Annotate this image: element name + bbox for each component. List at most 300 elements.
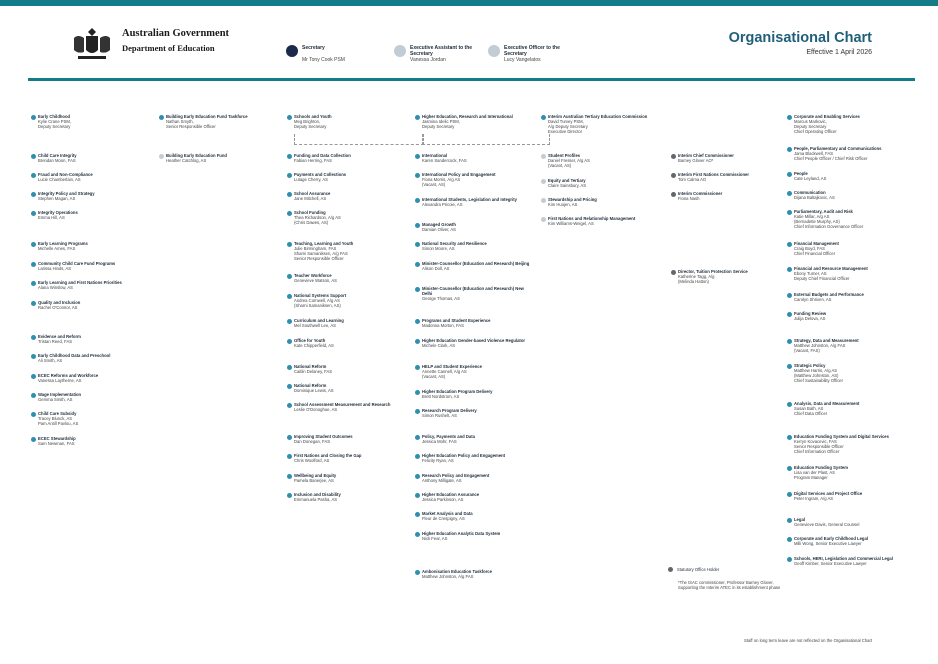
unit-dot-icon — [787, 364, 792, 369]
unit-person: Chief Financial Officer — [794, 251, 836, 256]
unit-dot-icon — [787, 557, 792, 562]
unit-title: Funding Review — [794, 311, 827, 316]
unit-title: National Reform — [294, 364, 327, 369]
unit-person: Fabian Herring, FAS — [294, 158, 332, 163]
unit-person: Chief Information Governance Officer — [794, 224, 864, 229]
unit-dot-icon — [31, 173, 36, 178]
unit-person: Alexandra Pricoie, AS — [422, 202, 463, 207]
unit-person: Anthony Milligate, AS — [422, 478, 462, 483]
org-unit — [422, 408, 534, 418]
unit-title: Student Profiles — [548, 153, 581, 158]
unit-title: Evidence and Reform — [38, 334, 81, 339]
org-unit — [294, 473, 406, 483]
unit-person: Chris Woolford, AS — [294, 458, 330, 463]
unit-dot-icon — [287, 384, 292, 389]
org-unit — [38, 411, 150, 426]
unit-dot-icon — [415, 198, 420, 203]
unit-person: Vanessa Laytherne, AS — [38, 378, 82, 383]
unit-person: Cate Leyland, AS — [794, 176, 827, 181]
unit-title: Analysis, Data and Measurement — [794, 401, 860, 406]
unit-title: Quality and Inclusion — [38, 300, 81, 305]
unit-title: Integrity Policy and Strategy — [38, 191, 95, 196]
unit-title: First Nations and Closing the Gap — [294, 453, 362, 458]
unit-dot-icon — [415, 242, 420, 247]
unit-person: Pamela Banerjee, AS — [294, 478, 334, 483]
unit-title: Ambonisation Education Taskforce — [422, 569, 492, 574]
org-unit — [294, 293, 406, 308]
unit-title: National Security and Resilience — [422, 241, 487, 246]
unit-person: Kim Huojen, AS — [548, 202, 578, 207]
unit-person: Matthew Harris, A/g AS — [794, 368, 838, 373]
unit-title: Higher Education, Research and International — [422, 114, 513, 119]
org-unit — [294, 402, 406, 412]
org-unit — [294, 191, 406, 201]
unit-person: Nick Fear, AS — [422, 536, 448, 541]
unit-person: Claire Sainsbury, AS — [548, 183, 587, 188]
unit-person: Nathan Smyth, — [166, 119, 194, 124]
unit-person: Susan Bath, AS — [794, 406, 824, 411]
unit-dot-icon — [415, 339, 420, 344]
unit-person: Madonna Morton, FAS — [422, 323, 464, 328]
org-unit — [38, 261, 150, 271]
unit-title: Interim First Nations Commissioner — [678, 172, 749, 177]
unit-person: Meg Brighton, — [294, 119, 321, 124]
unit-person: Fleur de Crespigny, AS — [422, 516, 465, 521]
unit-title: Financial and Resource Management — [794, 266, 868, 271]
unit-title: ECEC Stewardship — [38, 436, 76, 441]
unit-dot-icon — [159, 115, 164, 120]
unit-dot-icon — [787, 115, 792, 120]
unit-dot-icon — [287, 403, 292, 408]
unit-person: (Vacant, FAS) — [794, 348, 820, 353]
unit-title: Financial Management — [794, 241, 839, 246]
org-unit — [38, 172, 150, 182]
org-unit — [422, 241, 534, 251]
unit-dot-icon — [787, 191, 792, 196]
unit-person: Geoff Kimber, Senior Executive Lawyer — [794, 561, 867, 566]
unit-dot-icon — [31, 154, 36, 159]
unit-title: Early Childhood Data and Preschool — [38, 353, 111, 358]
unit-dot-icon — [31, 393, 36, 398]
unit-person: Marcus Markovic, — [794, 119, 827, 124]
unit-person: Barney Glover AO* — [678, 158, 714, 163]
unit-title: Stewardship and Pricing — [548, 197, 597, 202]
unit-title: Policy, Payments and Data — [422, 434, 475, 439]
unit-dot-icon — [787, 518, 792, 523]
org-unit — [794, 338, 906, 353]
header-rule — [28, 78, 915, 81]
unit-title: Building Early Education Fund — [166, 153, 227, 158]
org-unit — [548, 216, 660, 226]
unit-dot-icon — [415, 154, 420, 159]
unit-dot-icon — [287, 365, 292, 370]
org-unit — [794, 517, 906, 527]
org-unit — [794, 171, 906, 181]
unit-dot-icon — [287, 493, 292, 498]
unit-dot-icon — [31, 211, 36, 216]
unit-dot-icon — [287, 339, 292, 344]
unit-dot-icon — [287, 154, 292, 159]
org-unit — [166, 114, 278, 129]
unit-person: Deputy Chief Financial Officer — [794, 276, 850, 281]
unit-person: (Chris Dawes, AS) — [294, 220, 329, 225]
org-unit — [548, 153, 660, 168]
org-unit — [294, 318, 406, 328]
unit-title: Fraud and Non-Compliance — [38, 172, 93, 177]
unit-title: Schools, HERI, Legislation and Commercial Legal — [794, 556, 893, 561]
unit-person: Deputy Secretary — [38, 124, 71, 129]
unit-title: Building Early Education Fund Taskforce — [166, 114, 248, 119]
unit-person: Alana Winslow, AS — [38, 285, 73, 290]
unit-person: (Matthew Johnston, AS) — [794, 373, 839, 378]
unit-title: Curriculum and Learning — [294, 318, 344, 323]
unit-person: Matthew Johnston, A/g FAS — [794, 343, 846, 348]
unit-person: Leslie O'Donoghue, AS — [294, 407, 338, 412]
unit-dot-icon — [31, 192, 36, 197]
unit-person: Tracey Blunck, AS — [38, 416, 73, 421]
unit-person: Emmanuela Pasha, AS — [294, 497, 338, 502]
unit-title: Minister-Counsellor (Education and Research) Beijing — [422, 261, 530, 266]
unit-person: Andrea Cornwell, A/g AS — [294, 298, 340, 303]
unit-person: Tristan Reed, FAS — [38, 339, 73, 344]
unit-title: School Funding — [294, 210, 326, 215]
org-unit — [38, 241, 150, 251]
unit-person: Simon Moore, AS — [422, 246, 455, 251]
unit-person: Katherine Tagg, A/g — [678, 274, 715, 279]
unit-title: Higher Education Program Delivery — [422, 389, 493, 394]
unit-person: Thea Richardson, A/g AS — [294, 215, 341, 220]
unit-dot-icon — [787, 466, 792, 471]
unit-title: Research Program Delivery — [422, 408, 477, 413]
unit-person: Larissa Hinds, AS — [38, 266, 72, 271]
unit-dot-icon — [31, 281, 36, 286]
unit-person: Heather Catchlog, AS — [166, 158, 207, 163]
unit-title: Child Care Integrity — [38, 153, 77, 158]
unit-person: Senior Responsible Officer — [166, 124, 216, 129]
unit-dot-icon — [31, 335, 36, 340]
org-unit — [794, 209, 906, 229]
unit-title: Wellbeing and Equity — [294, 473, 337, 478]
unit-person: Karen Sandercock, FAS — [422, 158, 467, 163]
org-unit — [38, 373, 150, 383]
unit-person: George Thomas, AS — [422, 296, 460, 301]
unit-dot-icon — [287, 474, 292, 479]
unit-person: (Vacant, AS) — [548, 163, 572, 168]
unit-dot-icon — [415, 532, 420, 537]
unit-person: Jama Blackwell, FAS — [794, 151, 834, 156]
unit-title: Improving Student Outcomes — [294, 434, 353, 439]
unit-person: Katie Millar, A/g AS — [794, 214, 830, 219]
unit-title: Early Learning and First Nations Priorities — [38, 280, 122, 285]
unit-title: School Assessment Measurement and Research — [294, 402, 391, 407]
unit-title: Digital Services and Project Office — [794, 491, 863, 496]
unit-dot-icon — [31, 374, 36, 379]
unit-person: Pam Antill Pavlou, AS — [38, 421, 79, 426]
unit-person: Damian Oliver, AS — [422, 227, 456, 232]
org-unit — [794, 434, 906, 454]
unit-dot-icon — [415, 390, 420, 395]
unit-title: Strategy, Data and Measurement — [794, 338, 859, 343]
unit-person: Julija Delova, AS — [794, 316, 826, 321]
unit-title: People, Parliamentary and Communications — [794, 146, 882, 151]
unit-title: Corporate and Enabling Services — [794, 114, 860, 119]
unit-title: Director, Tuition Protection Service — [678, 269, 748, 274]
executive-role: Executive Officer to the Secretary — [504, 45, 560, 57]
unit-title: Child Care Subsidy — [38, 411, 77, 416]
org-unit — [794, 190, 906, 200]
org-unit — [794, 465, 906, 480]
unit-person: Felicity Ryan, AS — [422, 458, 454, 463]
unit-dot-icon — [31, 354, 36, 359]
role-dot-icon — [286, 45, 298, 57]
unit-dot-icon — [541, 217, 546, 222]
unit-title: External Budgets and Performance — [794, 292, 864, 297]
footer-note: Staff on long term leave are not reflected on the Organisational Chart — [744, 638, 872, 643]
unit-person: Executive Director — [548, 129, 582, 134]
unit-title: Interim Chief Commissioner — [678, 153, 734, 158]
org-unit — [294, 453, 406, 463]
unit-person: Gemma Smith, AS — [38, 397, 73, 402]
org-unit — [38, 153, 150, 163]
org-unit — [166, 153, 278, 163]
unit-person: Rachel O'Connor, AS — [38, 305, 78, 310]
org-unit — [422, 172, 534, 187]
unit-dot-icon — [787, 210, 792, 215]
unit-title: School Assurance — [294, 191, 331, 196]
unit-title: International Policy and Engagement — [422, 172, 496, 177]
unit-dot-icon — [415, 223, 420, 228]
unit-dot-icon — [671, 192, 676, 197]
unit-person: Jane Mitchell, AS — [294, 196, 327, 201]
unit-person: Kim Williams-Weigel, AS — [548, 221, 594, 226]
unit-person: Dominique Lewis, AS — [294, 388, 334, 393]
unit-person: Dijana Baltajkovic, AS — [794, 195, 835, 200]
unit-person: Simon Rushelt, AS — [422, 413, 457, 418]
unit-person: (Melinda Hatton) — [678, 279, 709, 284]
org-unit — [294, 241, 406, 261]
role-dot-icon — [488, 45, 500, 57]
unit-person: Deputy Secretary — [294, 124, 327, 129]
unit-dot-icon — [31, 242, 36, 247]
unit-dot-icon — [287, 454, 292, 459]
unit-title: Equity and Tertiary — [548, 178, 586, 183]
unit-title: Inclusion and Disability — [294, 492, 341, 497]
unit-person: Ebony Turner, AS — [794, 271, 827, 276]
unit-dot-icon — [287, 319, 292, 324]
unit-person: Genevieve Watson, AS — [294, 278, 337, 283]
unit-person: Alison Doll, AS — [422, 266, 450, 271]
executive-name: Mr Tony Cook PSM — [302, 57, 345, 63]
org-unit — [422, 511, 534, 521]
unit-title: Office for Youth — [294, 338, 326, 343]
unit-person: Kerryn Kovacevic, FAS — [794, 439, 837, 444]
unit-title: Market Analysis and Data — [422, 511, 473, 516]
unit-person: Genevieve Davis, General Counsel — [794, 522, 860, 527]
unit-title: Funding and Data Collection — [294, 153, 351, 158]
org-unit — [294, 210, 406, 225]
unit-person: David Turvey PSM, — [548, 119, 584, 124]
unit-person: Program Manager — [794, 475, 828, 480]
unit-dot-icon — [787, 293, 792, 298]
org-unit — [422, 222, 534, 232]
unit-title: Payments and Collections — [294, 172, 347, 177]
unit-title: Higher Education Analytic Data System — [422, 531, 501, 536]
unit-person: Carolyn Shriven, AS — [794, 297, 832, 302]
unit-dot-icon — [541, 179, 546, 184]
org-unit — [294, 114, 406, 129]
executive-role: Executive Assistant to the Secretary — [410, 45, 473, 57]
org-unit — [678, 191, 790, 201]
unit-dot-icon — [415, 570, 420, 575]
unit-person: Annette Cannell, A/g AS — [422, 369, 467, 374]
unit-dot-icon — [31, 115, 36, 120]
unit-title: ECEC Reforms and Workforce — [38, 373, 99, 378]
unit-dot-icon — [541, 198, 546, 203]
unit-dot-icon — [787, 339, 792, 344]
unit-title: Communication — [794, 190, 826, 195]
unit-dot-icon — [787, 172, 792, 177]
unit-person: Tom Calma AO — [678, 177, 707, 182]
unit-title: Early Childhood — [38, 114, 71, 119]
org-unit — [422, 364, 534, 379]
unit-dot-icon — [415, 262, 420, 267]
unit-dot-icon — [287, 274, 292, 279]
org-unit — [294, 492, 406, 502]
unit-person: Matthew Johnston, A/g FAS — [422, 574, 474, 579]
org-unit — [294, 434, 406, 444]
unit-person: Stephen Magan, AS — [38, 196, 76, 201]
unit-title: Interim Australian Tertiary Education Commission — [548, 114, 648, 119]
unit-title: Teaching, Learning and Youth — [294, 241, 354, 246]
unit-title: Higher Education Policy and Engagement — [422, 453, 506, 458]
org-unit — [548, 114, 660, 134]
executive-name: Lucy Vangelatos — [504, 57, 541, 63]
unit-person: Milli Wong, Senior Executive Lawyer — [794, 541, 862, 546]
unit-person: Mel Southwell Lee, AS — [294, 323, 336, 328]
unit-dot-icon — [31, 437, 36, 442]
coat-of-arms-icon — [70, 24, 114, 62]
unit-dot-icon — [415, 173, 420, 178]
org-unit — [294, 273, 406, 283]
unit-dot-icon — [787, 492, 792, 497]
unit-dot-icon — [671, 154, 676, 159]
unit-person: Deputy Secretary — [794, 124, 827, 129]
unit-title: Education Funding System and Digital Services — [794, 434, 889, 439]
unit-title: Strategic Policy — [794, 363, 826, 368]
org-unit — [38, 114, 150, 129]
org-unit — [38, 210, 150, 220]
unit-title: Wage Implementation — [38, 392, 82, 397]
unit-person: Caitlin Delaney, FAS — [294, 369, 333, 374]
unit-title: Programs and Student Experience — [422, 318, 491, 323]
unit-dot-icon — [541, 115, 546, 120]
org-unit — [38, 334, 150, 344]
org-unit — [38, 300, 150, 310]
unit-person: (Bernadette Murphy, AS) — [794, 219, 840, 224]
connector-line — [422, 134, 550, 145]
unit-dot-icon — [787, 402, 792, 407]
executive-role: Secretary — [302, 45, 325, 51]
unit-person: Lutage Cherry, AS — [294, 177, 328, 182]
unit-title: People — [794, 171, 808, 176]
logo-line-2: Department of Education — [122, 43, 215, 53]
unit-person: Chief Data Officer — [794, 411, 828, 416]
org-unit — [422, 286, 534, 301]
unit-dot-icon — [787, 435, 792, 440]
unit-dot-icon — [787, 242, 792, 247]
org-unit — [422, 569, 534, 579]
connector-line — [294, 134, 424, 145]
org-unit — [422, 153, 534, 163]
unit-person: Brett Nordstrom, AS — [422, 394, 460, 399]
org-unit — [422, 338, 534, 348]
org-unit — [794, 311, 906, 321]
unit-person: Michelle Ames, FAS — [38, 246, 76, 251]
unit-title: Corporate and Early Childhood Legal — [794, 536, 868, 541]
unit-person: (Vacant, AS) — [422, 182, 446, 187]
unit-dot-icon — [287, 211, 292, 216]
unit-dot-icon — [787, 312, 792, 317]
unit-dot-icon — [287, 115, 292, 120]
org-unit — [294, 338, 406, 348]
unit-person: Michele Clark, AS — [422, 343, 456, 348]
org-unit — [794, 536, 906, 546]
unit-title: Community Child Care Fund Programs — [38, 261, 116, 266]
unit-person: Jessica Parkinson, AS — [422, 497, 464, 502]
unit-dot-icon — [415, 512, 420, 517]
unit-dot-icon — [787, 537, 792, 542]
org-unit — [422, 318, 534, 328]
org-unit — [422, 453, 534, 463]
org-unit — [294, 172, 406, 182]
unit-dot-icon — [787, 147, 792, 152]
unit-title: National Reform — [294, 383, 327, 388]
unit-title: Minister-Counsellor (Education and Research) New Delhi — [422, 286, 524, 296]
unit-title: Higher Education Assurance — [422, 492, 480, 497]
unit-person: Peter Ingram, A/g AS — [794, 496, 834, 501]
unit-person: Daniel Fresser, A/g AS — [548, 158, 590, 163]
unit-person: (Sharni Samaniksen, AS) — [294, 303, 341, 308]
unit-person: Fiona Morris, A/g AS — [422, 177, 461, 182]
org-unit — [294, 153, 406, 163]
org-unit — [794, 491, 906, 501]
unit-dot-icon — [415, 115, 420, 120]
org-unit — [678, 172, 790, 182]
org-unit — [794, 363, 906, 383]
effective-date: Effective 1 April 2026 — [806, 49, 872, 56]
unit-person: Fiona Nash — [678, 196, 700, 201]
org-unit — [794, 114, 906, 134]
unit-dot-icon — [287, 192, 292, 197]
org-unit — [548, 197, 660, 207]
unit-dot-icon — [541, 154, 546, 159]
unit-person: Ali Smith, AS — [38, 358, 63, 363]
org-unit — [38, 392, 150, 402]
org-unit — [294, 364, 406, 374]
org-unit — [678, 153, 790, 163]
unit-person: Kate Chipperfield, AS — [294, 343, 334, 348]
chart-title: Organisational Chart — [728, 30, 872, 46]
unit-person: Julie Birmingham, FAS — [294, 246, 337, 251]
org-unit — [794, 241, 906, 256]
unit-person: Brendan Moon, FAS — [38, 158, 76, 163]
org-unit — [422, 389, 534, 399]
unit-person: Senior Responsible Officer — [794, 444, 844, 449]
government-logo — [70, 24, 230, 64]
org-unit — [548, 178, 660, 188]
unit-person: Lucie Chamberlain, AS — [38, 177, 81, 182]
unit-dot-icon — [31, 301, 36, 306]
